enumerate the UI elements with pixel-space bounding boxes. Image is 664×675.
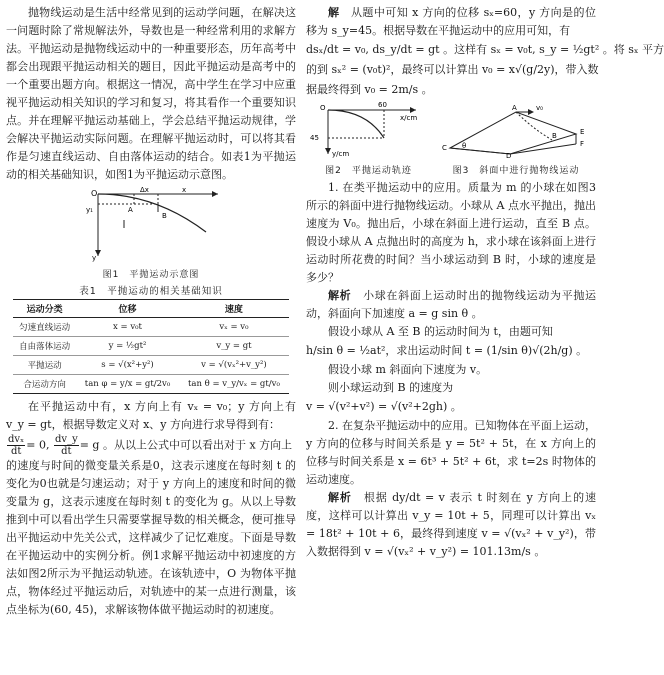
fig3-label-b: B [552, 132, 557, 140]
table-cell: x = v₀t [76, 318, 179, 337]
solution-1-label: 解 [328, 6, 340, 19]
eq-equals-zero: = 0, [26, 438, 50, 452]
table-1 [13, 299, 289, 394]
answer-1-text: 小球在斜面上运动时出的抛物线运动为平抛运动，斜面向下加速度 a = g sin θ 。 [306, 289, 597, 320]
table-cell: y = ½gt² [76, 337, 179, 356]
answer-1-equation-2: v = √(v²+v²) = √(v²+2gh) 。 [306, 400, 462, 413]
intro-paragraph: 抛物线运动是生活中经常见到的运动学问题，在解决这一问题时除了常规解法外，导数也是一种经常利用的求解方法。平抛运动是抛物线运动中的一种重要形态，历年高考中都会出现跟平抛运动相关的题目，因此平抛运动是高考中的一个重要出题方向。根据这一情况，高中学生在学习中应重视平抛运动相关知识的学习和复习，将其看作一个重要知识点。并在理解平抛运动基础上，学会总结平抛运动规律，学会解决平抛运动实际问题。在理解平抛运动时，可以将其看作是匀速直线运动、自由落体运动的结合。如表1为平抛运动的相关基础知识，如图1为平抛运动示意图。 [6, 6, 296, 181]
figure-3-caption: 图3 斜面中进行抛物线运动 [452, 166, 580, 176]
solution-1-text: 从题中可知 x 方向的位移 sₓ=60，y 方向是的位移为 s_y=45。根据导数在平抛运动中的应用可知，有 [306, 6, 597, 37]
equation-derivatives [6, 434, 296, 457]
fig3-label-theta: θ [462, 142, 467, 150]
fig3-label-v0: v₀ [536, 104, 543, 112]
answer-1-equation: h/sin θ = ½at²，求出运动时间 t = (1/sin θ)√(2h/g) 。 [306, 344, 588, 357]
table-cell: vₓ = v₀ [179, 318, 289, 337]
table-cell: v_y = gt [179, 337, 289, 356]
fig2-label-60: 60 [378, 101, 387, 109]
fig1-label-x: x [182, 186, 187, 194]
fig3-label-a: A [512, 104, 517, 112]
answer-2-label: 解析 [328, 491, 352, 504]
fig1-label-dx: Δx [140, 186, 149, 194]
table-row [13, 375, 289, 394]
table-header: 速度 [179, 300, 289, 318]
fig2-label-45: 45 [310, 134, 319, 142]
fig3-label-e: E [580, 128, 585, 136]
incline-diagram [436, 100, 596, 158]
answer-1-p3: 假设小球 m 斜面向下速度为 v。 [328, 363, 488, 376]
paragraph-2: 在平抛运动中有，x 方向上有 vₓ = v₀；y 方向上有 v_y = gt，根据导数定义对 x、y 方向进行求导得到有： [6, 400, 296, 431]
fig3-label-d: D [506, 152, 512, 160]
answer-1-p4: 则小球运动到 B 的速度为 [328, 381, 454, 394]
figure-2-caption: 图2 平抛运动轨迹 [325, 166, 412, 176]
fig1-label-a: A [128, 206, 133, 214]
table-header: 运动分类 [13, 300, 76, 318]
table-1-title: 表1 平抛运动的相关基础知识 [79, 286, 223, 297]
table-cell: v = √(vₓ²+v_y²) [179, 356, 289, 375]
solution-1-eq1: dsₓ/dt = v₀, ds_y/dt = gt 。这样有 sₓ = v₀t, s_y = ½gt² 。将 sₓ 平方 [306, 43, 664, 56]
table-header: 位移 [76, 300, 179, 318]
fig3-label-c: C [442, 144, 447, 152]
table-row [13, 318, 289, 337]
answer-2-text: 根据 dy/dt = v 表示 t 时刻在 y 方向上的速度，这样可以计算出 v_y = 10t + 5，同理可以计算出 vₓ = 18t² + 10t + 6，最终得到速度 v = √(vₓ² + v_y²)，带入数据得到 v = √(vₓ² + v_y²) = 101.13m/s 。 [306, 491, 597, 558]
fig1-label-y: y [92, 254, 97, 262]
answer-1-label: 解析 [328, 289, 352, 302]
solution-1-eq2: 的到 sₓ² = (v₀t)²，最终可以计算出 v₀ = x√(g/2y)，带入数 [306, 63, 599, 76]
table-cell: s = √(x²+y²) [76, 356, 179, 375]
eq-denominator-dt: dt [10, 446, 22, 457]
paragraph-3: 的速度与时间的微变量关系是0，这表示速度在每时刻 t 的变化为0也就是匀速运动；对于 y 方向上的速度和时间的微变量为 g，这表示速度在每时刻 t 的变化为 g。从以上导数推到中可以看出学生只需要掌握导数的相关概念，便可推导出平抛运动中先关公式，这样减少了记忆难度。下面是导数在平抛运动中的实例分析。例1求解平抛运动中初速度的方法如图2所示为平抛运动轨迹。在该轨迹中，O 为物体平抛点，物体经过平抛运动后，对轨迹中的某一点进行测量，该点坐标为(60, 45)，求解该物体做平抛运动时的初速度。 [6, 459, 296, 616]
solution-1-eq3: 据最终得到 v₀ = 2m/s 。 [306, 83, 433, 96]
eq-denominator-dt: dt [61, 446, 72, 457]
fig1-label-o: O [91, 189, 98, 198]
table-cell: 自由落体运动 [13, 337, 76, 356]
question-2: 2. 在复杂平抛运动中的应用。已知物体在平面上运动，y 方向的位移与时间关系是 y = 5t² + 5t，在 x 方向上的位移与时间关系是 x = 6t³ + 5t² + 6t，求 t=2s 时物体的运动速度。 [306, 419, 596, 486]
right-column [306, 4, 664, 561]
table-cell: tan θ = v_y/vₓ = gt/v₀ [179, 375, 289, 394]
fig2-label-yaxis: y/cm [332, 150, 350, 158]
fig2-label-xaxis: x/cm [400, 114, 418, 122]
fig1-label-b: B [162, 212, 167, 220]
fig2-label-o: O [320, 104, 326, 112]
figure-1 [6, 184, 296, 280]
table-row [13, 356, 289, 375]
eq-numerator-vy: dv_y [55, 434, 78, 445]
table-row [13, 337, 289, 356]
figure-3 [436, 100, 596, 179]
eq-equals-g: = g 。从以上公式中可以看出对于 x 方向上 [79, 438, 293, 452]
figures-2-3 [306, 100, 596, 179]
table-cell: 平抛运动 [13, 356, 76, 375]
fig1-label-y1: y₁ [86, 206, 93, 214]
projectile-diagram [6, 184, 296, 262]
table-cell: 合运动方向 [13, 375, 76, 394]
table-cell: 匀速直线运动 [13, 318, 76, 337]
question-1: 1. 在类平抛运动中的应用。质量为 m 的小球在如图3所示的斜面中进行抛物线运动。小球从 A 点水平抛出，抛出速度为 V₀。抛出后，小球在斜面上进行运动，直至 B 点。假设小球从 A 点抛出时的高度为 h，求小球在该斜面上进行运动时所花费的时间？当小球运动到 B 时，小球的速度是多少？ [306, 181, 596, 284]
figure-1-caption: 图1 平抛运动示意图 [102, 270, 200, 280]
answer-1-p2: 假设小球从 A 至 B 的运动时间为 t，由题可知 [328, 325, 553, 338]
trajectory-diagram [306, 100, 431, 158]
eq-numerator-vx: dvₓ [8, 434, 25, 445]
table-cell: tan φ = y/x = gt/2v₀ [76, 375, 179, 394]
left-column [6, 4, 296, 619]
figure-2 [306, 100, 431, 179]
fig3-label-f: F [580, 140, 585, 148]
